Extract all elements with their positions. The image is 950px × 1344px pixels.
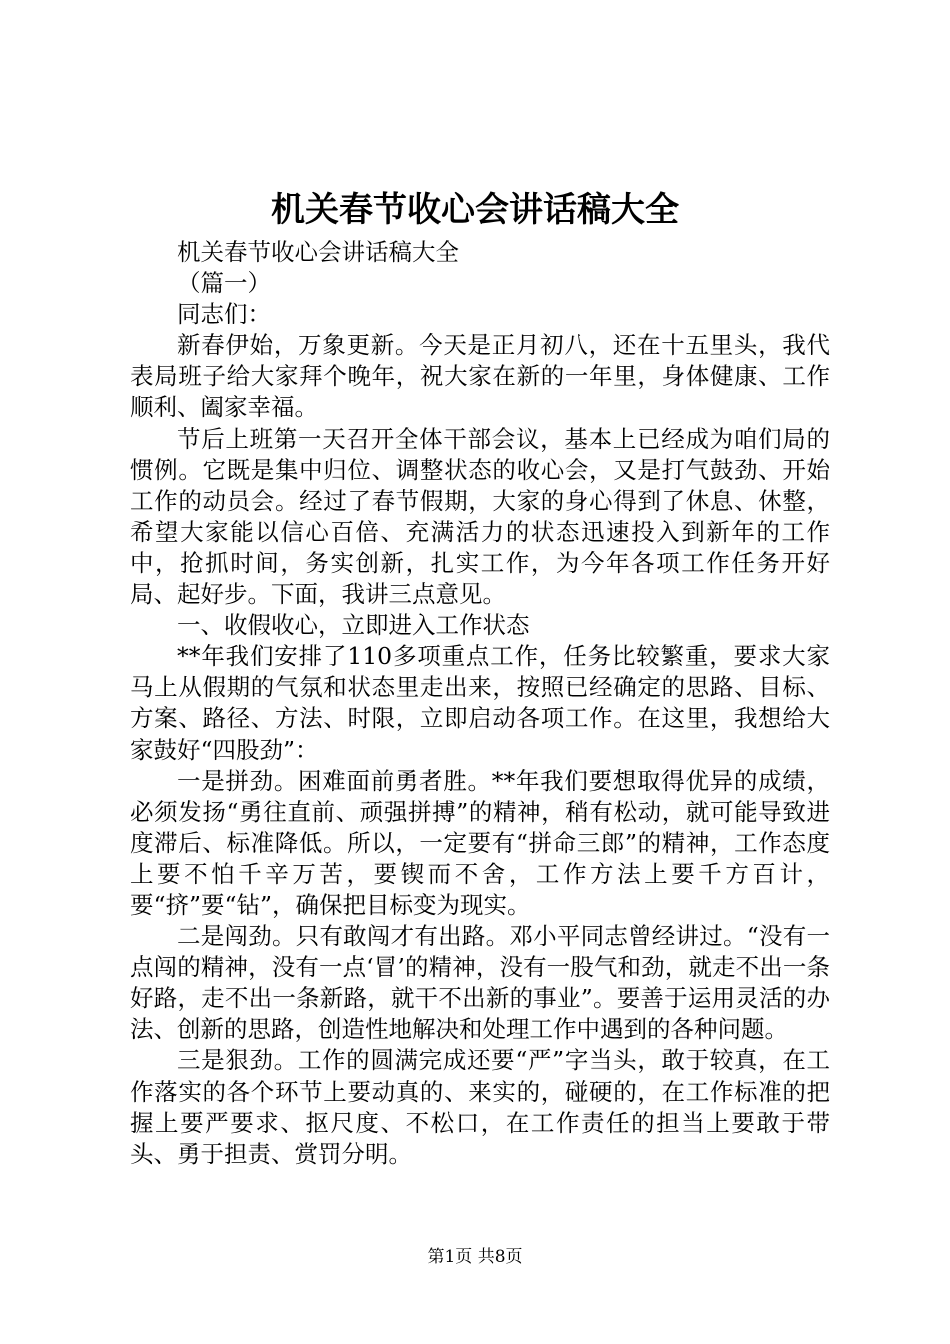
body-paragraph: 三是狠劲。工作的圆满完成还要“严”字当头，敢于较真，在工作落实的各个环节上要动真的、来实的，碰硬的，在工作标准的把握上要严要求、抠尺度、不松口，在工作责任的担当上要敢于带头、勇于担责、赏罚分明。 — [130, 1046, 830, 1168]
body-paragraph: 一是拼劲。困难面前勇者胜。**年我们要想取得优异的成绩，必须发扬“勇往直前、顽强拼搏”的精神，稍有松动，就可能导致进度滞后、标准降低。所以，一定要有“拼命三郎”的精神，工作态度上要不怕千辛万苦，要锲而不舍，工作方法上要千方百计，要“挤”要“钻”，确保把目标变为现实。 — [130, 766, 830, 919]
salutation-paragraph: 同志们： — [177, 300, 271, 329]
document-body — [130, 237, 830, 1170]
section-label-paragraph: （篇一） — [177, 269, 271, 298]
body-paragraph: **年我们安排了110多项重点工作，任务比较繁重，要求大家马上从假期的气氛和状态里走出来，按照已经确定的思路、目标、方案、路径、方法、时限，立即启动各项工作。在这里，我想给大家鼓好“四股劲”： — [130, 642, 830, 764]
document-title: 机关春节收心会讲话稿大全 — [271, 190, 679, 230]
body-paragraph: 节后上班第一天召开全体干部会议，基本上已经成为咱们局的惯例。它既是集中归位、调整状态的收心会，又是打气鼓劲、开始工作的动员会。经过了春节假期，大家的身心得到了休息、休整，希望大家能以信心百倍、充满活力的状态迅速投入到新年的工作中，抢抓时间，务实创新，扎实工作，为今年各项工作任务开好局、起好步。下面，我讲三点意见。 — [130, 424, 830, 609]
body-paragraph: 新春伊始，万象更新。今天是正月初八，还在十五里头，我代表局班子给大家拜个晚年，祝大家在新的一年里，身体健康、工作顺利、阖家幸福。 — [130, 331, 830, 422]
page-footer: 第1页 共8页 — [427, 1247, 523, 1267]
subtitle-paragraph: 机关春节收心会讲话稿大全 — [177, 238, 459, 266]
body-paragraph: 二是闯劲。只有敢闯才有出路。邓小平同志曾经讲过。“没有一点闯的精神，没有一点‘冒’的精神，没有一股气和劲，就走不出一条好路，走不出一条新路，就干不出新的事业”。要善于运用灵活的办法、创新的思路，创造性地解决和处理工作中遇到的各种问题。 — [130, 922, 830, 1044]
heading-paragraph: 一、收假收心，立即进入工作状态 — [177, 611, 530, 640]
